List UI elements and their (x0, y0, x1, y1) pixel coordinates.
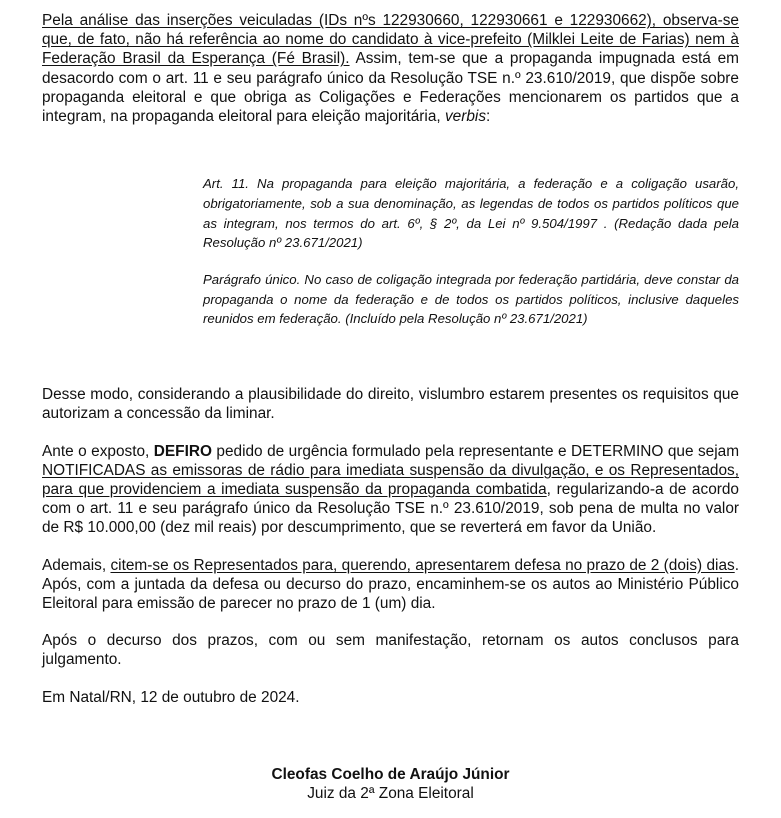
paragraph-deadlines: Após o decurso dos prazos, com ou sem manifestação, retornam os autos conclusos para julgamento. (42, 632, 739, 669)
citation-intro: Ademais, (42, 556, 111, 574)
underlined-citation: citem-se os Representados para, querendo, apresentarem defesa no prazo de 2 (dois) dias (110, 556, 735, 574)
verbis-term: verbis (444, 108, 487, 126)
defiro-term: DEFIRO (153, 442, 212, 460)
decision-intro: Ante o exposto, (42, 442, 154, 460)
paragraph-analysis (42, 11, 739, 126)
citation-text: . Após, com a juntada da defesa ou decurso do prazo, encaminhem-se os autos ao Ministério Público Eleitoral para emissão de parecer no prazo de 1 (um) dia. (42, 556, 739, 612)
paragraph-citation (42, 556, 739, 614)
date-line: Em Natal/RN, 12 de outubro de 2024. (42, 688, 300, 706)
underlined-notification: NOTIFICADAS as emissoras de rádio para imediata suspensão da divulgação, e os Representados, para que providenciem a imediata suspensão da propaganda combatida (42, 461, 739, 498)
quote-paragrafo-unico: Parágrafo único. No caso de coligação integrada por federação partidária, deve constar da propaganda o nome da federação e de todos os partidos políticos, inclusive daqueles reunidos em federação. (Incluído pela Resolução nº 23.671/2021) (203, 272, 739, 327)
analysis-text: Assim, tem-se que a propaganda impugnada está em desacordo com o art. 11 e seu parágrafo único da Resolução TSE n.º 23.610/2019, que dispõe sobre propaganda eleitoral e que obriga as Coligações e Federações mencionarem os partidos que a integram, na propaganda eleitoral para eleição majoritária, (42, 50, 739, 126)
decision-penalty: , regularizando-a de acordo com o art. 11 e seu parágrafo único da Resolução TSE n.º 23.610/2019, sob pena de multa no valor de R$ 10.000,00 (dez mil reais) por descumprimento, que se reverterá em favor da União. (42, 480, 739, 537)
paragraph-decision (42, 442, 739, 538)
signature-block (0, 765, 781, 803)
quote-article-11: Art. 11. Na propaganda para eleição majoritária, a federação e a coligação usarão, obrigatoriamente, sob a sua denominação, as legendas de todos os partidos políticos que as integram, nos termos do art. 6º, § 2º, da Lei nº 9.504/1997 . (Redação dada pela Resolução nº 23.671/2021) (203, 176, 739, 251)
signature-role: Juiz da 2ª Zona Eleitoral (307, 785, 474, 802)
signature-name: Cleofas Coelho de Araújo Júnior (271, 766, 510, 783)
paragraph-plausibility: Desse modo, considerando a plausibilidade do direito, vislumbro estarem presentes os requisitos que autorizam a concessão da liminar. (42, 386, 739, 423)
analysis-colon: : (486, 108, 491, 126)
underlined-finding: Pela análise das inserções veiculadas (IDs nºs 122930660, 122930661 e 122930662), observa-se que, de fato, não há referência ao nome do candidato à vice-prefeito (Milklei Leite de Farias) nem à Federação Brasil da Esperança (Fé Brasil). (42, 12, 739, 68)
document-body (42, 11, 739, 707)
decision-text: pedido de urgência formulado pela representante e DETERMINO que sejam (211, 442, 740, 460)
